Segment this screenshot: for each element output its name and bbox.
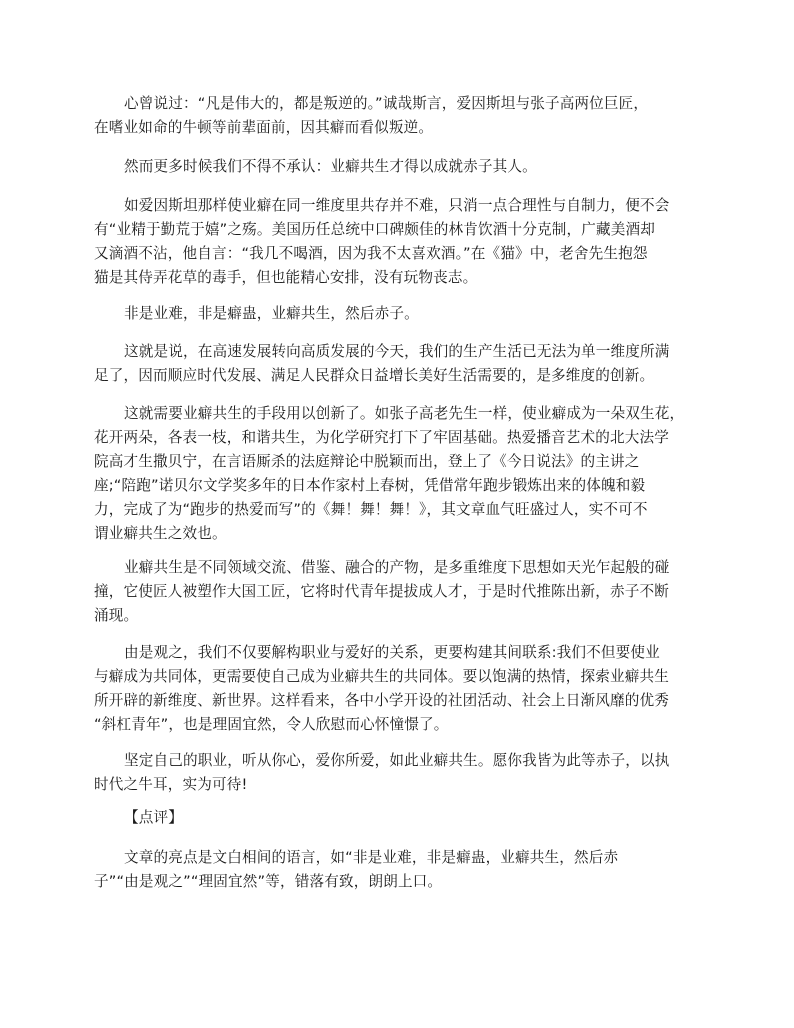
text-line: 猫是其侍弄花草的毒手，但也能精心安排，没有玩物丧志。 xyxy=(94,269,478,286)
paragraph-review xyxy=(94,846,714,894)
text-line: “斜杠青年”，也是理固宜然，令人欣慰而心怀憧憬了。 xyxy=(94,716,449,733)
text-line: 撞，它使匠人被塑作大国工匠，它将时代青年提拔成人才，于是时代推陈出新，赤子不断 xyxy=(94,583,670,600)
text-line: 力，完成了为“跑步的热爱而写”的《舞！舞！舞！》，其文章血气旺盛过人，实不可不 xyxy=(94,501,648,518)
text-line: 这就需要业癖共生的手段用以创新了。如张子高老先生一样，使业癖成为一朵双生花， xyxy=(124,405,685,422)
text-line: 这就是说，在高速发展转向高质发展的今天，我们的生产生活已无法为单一维度所满 xyxy=(124,343,670,360)
text-line: 坚定自己的职业，听从你心，爱你所爱，如此业癖共生。愿你我皆为此等赤子，以执 xyxy=(124,752,670,769)
text-line: 谓业癖共生之效也。 xyxy=(94,525,227,542)
paragraph-6 xyxy=(94,402,714,546)
text-line: 又滴酒不沾，他自言：“我几不喝酒，因为我不太喜欢酒。”在《猫》中，老舍先生抱怨 xyxy=(94,245,648,262)
text-line: 然而更多时候我们不得不承认：业癖共生才得以成就赤子其人。 xyxy=(124,158,537,175)
text-line: 非是业难，非是癖蛊，业癖共生，然后赤子。 xyxy=(124,305,419,322)
text-line: 所开辟的新维度、新世界。这样看来，各中小学开设的社团活动、社会上日渐风靡的优秀 xyxy=(94,692,670,709)
text-line: 院高才生撒贝宁，在言语厮杀的法庭辩论中脱颖而出，登上了《今日说法》的主讲之 xyxy=(94,453,640,470)
text-line: 时代之牛耳，实为可待! xyxy=(94,776,248,793)
text-line: 文章的亮点是文白相间的语言，如“非是业难，非是癖蛊，业癖共生，然后赤 xyxy=(124,849,619,866)
text-line: 座;“陪跑”诺贝尔文学奖多年的日本作家村上春树，凭借常年跑步锻炼出来的体魄和毅 xyxy=(94,477,646,494)
paragraph-2 xyxy=(94,155,714,179)
text-line: 与癖成为共同体，更需要使自己成为业癖共生的共同体。要以饱满的热情，探索业癖共生 xyxy=(94,668,670,685)
paragraph-4 xyxy=(94,302,714,326)
paragraph-3 xyxy=(94,194,714,290)
text-line: 由是观之，我们不仅要解构职业与爱好的关系，更要构建其间联系:我们不但要使业 xyxy=(124,644,660,661)
text-line: 如爱因斯坦那样使业癖在同一维度里共存并不难，只消一点合理性与自制力，便不会 xyxy=(124,197,670,214)
paragraph-1 xyxy=(94,92,714,140)
text-line: 心曾说过：“凡是伟大的，都是叛逆的。”诚哉斯言，爱因斯坦与张子高两位巨匠， xyxy=(124,95,649,112)
text-line: 有“业精于勤荒于嬉”之殇。美国历任总统中口碑颇佳的林肯饮酒十分克制，广藏美酒却 xyxy=(94,221,655,238)
text-line: 业癖共生是不同领域交流、借鉴、融合的产物，是多重维度下思想如天光乍起般的碰 xyxy=(124,559,670,576)
paragraph-5 xyxy=(94,340,714,388)
text-line: 子”“由是观之”“理固宜然”等，错落有致，朗朗上口。 xyxy=(94,873,443,890)
paragraph-9 xyxy=(94,749,714,797)
paragraph-7 xyxy=(94,556,714,628)
text-line: 足了，因而顺应时代发展、满足人民群众日益增长美好生活需要的，是多维度的创新。 xyxy=(94,367,655,384)
text-line: 在嗜业如命的牛顿等前辈面前，因其癖而看似叛逆。 xyxy=(94,119,434,136)
review-heading xyxy=(94,806,714,830)
text-line: 涌现。 xyxy=(94,607,139,624)
text-line: 【点评】 xyxy=(124,809,183,826)
text-line: 花开两朵，各表一枝，和谐共生，为化学研究打下了牢固基础。热爱播音艺术的北大法学 xyxy=(94,429,670,446)
paragraph-8 xyxy=(94,641,714,737)
